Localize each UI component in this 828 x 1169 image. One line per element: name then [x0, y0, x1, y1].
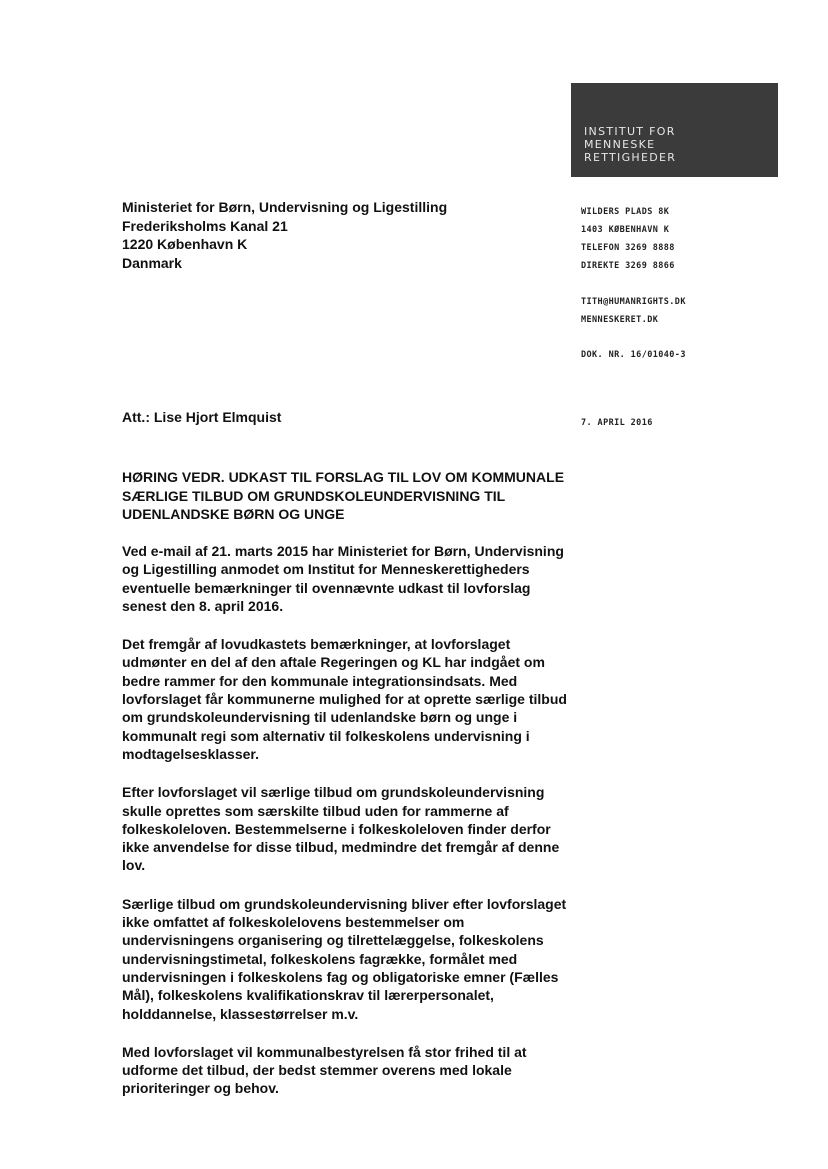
sender-city: 1403 KØBENHAVN K: [581, 225, 670, 235]
body-paragraph: Med lovforslaget vil kommunalbestyrelsen få stor frihed til at udforme det tilbud, der bedst stemmer overens med lokale prioriteringer og behov.: [122, 1043, 527, 1097]
logo-wordmark: [584, 125, 676, 164]
sender-phone: TELEFON 3269 8888: [581, 243, 675, 253]
logo-line: INSTITUT FOR: [584, 125, 676, 138]
document-number-text: DOK. NR. 16/01040-3: [581, 350, 686, 360]
recipient-name: Ministeriet for Børn, Undervisning og Ligestilling: [122, 199, 448, 215]
institute-logo: [571, 83, 778, 177]
letter-body: [122, 542, 567, 1118]
recipient-city: 1220 København K: [122, 236, 248, 252]
sender-street: WILDERS PLADS 8K: [581, 207, 670, 217]
letter-date: [581, 414, 653, 432]
recipient-country: Danmark: [122, 254, 182, 271]
attention-line: Att.: Lise Hjort Elmquist: [122, 409, 282, 425]
body-paragraph: Efter lovforslaget vil særlige tilbud om grundskoleundervisning skulle oprettes som særskilte tilbud uden for rammerne af folkeskoleloven. Bestemmelserne i folkeskoleloven finder derfor ikke anvendelse for disse tilbud, medmindre det fremgår af denne lov.: [122, 784, 560, 874]
body-paragraph: Ved e-mail af 21. marts 2015 har Ministeriet for Børn, Undervisning og Ligestilling anmodet om Institut for Menneskerettigheders eventuelle bemærkninger til ovennævnte udkast til lovforslag senest den 8. april 2016.: [122, 543, 564, 614]
logo-line: MENNESKE: [584, 138, 656, 151]
logo-line: RETTIGHEDER: [584, 151, 677, 164]
sender-address-block: [581, 203, 675, 275]
recipient-street: Frederiksholms Kanal 21: [122, 217, 288, 234]
sender-direct-phone: DIREKTE 3269 8866: [581, 261, 675, 271]
body-paragraph: Særlige tilbud om grundskoleundervisning bliver efter lovforslaget ikke omfattet af folkeskolelovens bestemmelser om undervisningens organisering og tilrettelæggelse, folkeskolens undervisningstimetal, folkeskolens fagrække, formålet med undervisningen i folkeskolens fag og obligatoriske emner (Fælles Mål), folkeskolens kvalifikationskrav til lærerpersonalet, holddannelse, klassestørrelser m.v.: [122, 895, 567, 1022]
sender-website: MENNESKERET.DK: [581, 315, 659, 325]
sender-email: TITH@HUMANRIGHTS.DK: [581, 297, 686, 307]
letter-subject: HØRING VEDR. UDKAST TIL FORSLAG TIL LOV OM KOMMUNALE SÆRLIGE TILBUD OM GRUNDSKOLEUNDERVISNING TIL UDENLANDSKE BØRN OG UNGE: [122, 469, 565, 522]
letter-date-text: 7. APRIL 2016: [581, 418, 653, 428]
recipient-address: [122, 198, 447, 272]
document-number: [581, 346, 686, 364]
body-paragraph: Det fremgår af lovudkastets bemærkninger, at lovforslaget udmønter en del af den aftale Regeringen og KL har indgået om bedre rammer for den kommunale integrationsindsats. Med lovforslaget får kommunerne mulighed for at oprette særlige tilbud om grundskoleundervisning til udenlandske børn og unge i kommunalt regi som alternativ til folkeskolens undervisning i modtagelsesklasser.: [122, 636, 567, 762]
sender-online-block: [581, 293, 686, 329]
